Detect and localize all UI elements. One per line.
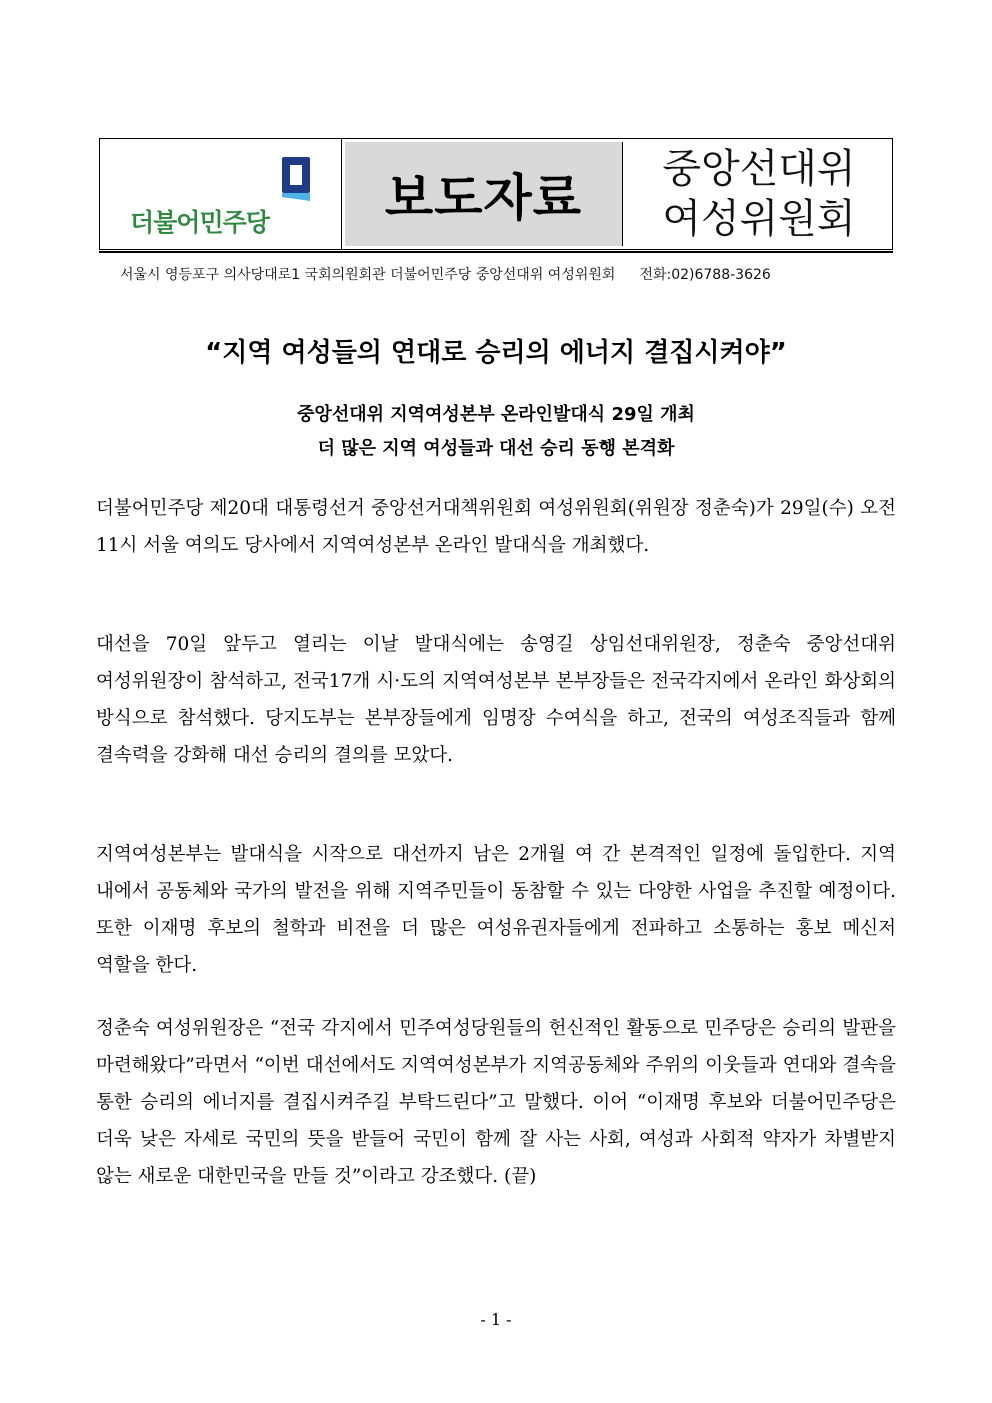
department-cell bbox=[626, 139, 892, 249]
press-release-header bbox=[99, 138, 893, 250]
party-logo-cell bbox=[100, 139, 342, 249]
party-logo-text: 더불어민주당 bbox=[130, 208, 269, 237]
body-paragraph-2: 대선을 70일 앞두고 열리는 이날 발대식에는 송영길 상임선대위원장, 정춘숙 중앙선대위 여성위원장이 참석하고, 전국17개 시·도의 지역여성본부 본부장들은 전국각지에서 온라인 화상회의 방식으로 참석했다. 당지도부는 본부장들에게 임명장 수여식을 하고, 전국의 여성조직들과 함께 결속력을 강화해 대선 승리의 결의를 모았다. bbox=[96, 634, 896, 766]
department-line-2: 여성위원회 bbox=[662, 196, 856, 242]
body-paragraph-3: 지역여성본부는 발대식을 시작으로 대선까지 남은 2개월 여 간 본격적인 일정에 돌입한다. 지역 내에서 공동체와 국가의 발전을 위해 지역주민들이 동참할 수 있는 다양한 사업을 추진할 예정이다. 또한 이재명 후보의 철학과 비전을 더 많은 여성유권자들에게 전파하고 소통하는 홍보 메신저 역할을 한다. bbox=[96, 844, 896, 976]
body-paragraph-4: 정춘숙 여성위원장은 “전국 각지에서 민주여성당원들의 헌신적인 활동으로 민주당은 승리의 발판을 마련해왔다”라면서 “이번 대선에서도 지역여성본부가 지역공동체와 주위의 이웃들과 연대와 결속을 통한 승리의 에너지를 결집시켜주길 부탁드린다”고 말했다. 이어 “이재명 후보와 더불어민주당은 더욱 낮은 자세로 국민의 뜻을 받들어 국민이 함께 잘 사는 사회, 여성과 사회적 약자가 차별받지 않는 새로운 대한민국을 만들 것”이라고 강조했다. (끝) bbox=[96, 1018, 896, 1187]
party-logo-icon bbox=[280, 157, 312, 201]
doc-type-cell bbox=[345, 142, 623, 246]
doc-type-title: 보도자료 bbox=[384, 169, 583, 227]
contact-phone: 전화:02)6788-3626 bbox=[639, 267, 771, 283]
subheadline-1: 중앙선대위 지역여성본부 온라인발대식 29일 개최 bbox=[297, 404, 695, 425]
department-line-1: 중앙선대위 bbox=[662, 146, 856, 192]
body-paragraph-1: 더불어민주당 제20대 대통령선거 중앙선거대책위원회 여성위원회(위원장 정춘숙)가 29일(수) 오전 11시 서울 여의도 당사에서 지역여성본부 온라인 발대식을 개최했다. bbox=[96, 498, 896, 556]
page-number: - 1 - bbox=[480, 1310, 512, 1329]
contact-address: 서울시 영등포구 의사당대로1 국회의원회관 더불어민주당 중앙선대위 여성위원회 bbox=[120, 267, 616, 283]
contact-line bbox=[120, 264, 771, 284]
headline: “지역 여성들의 연대로 승리의 에너지 결집시켜야” bbox=[205, 338, 787, 368]
subheadline-2: 더 많은 지역 여성들과 대선 승리 동행 본격화 bbox=[317, 438, 675, 459]
